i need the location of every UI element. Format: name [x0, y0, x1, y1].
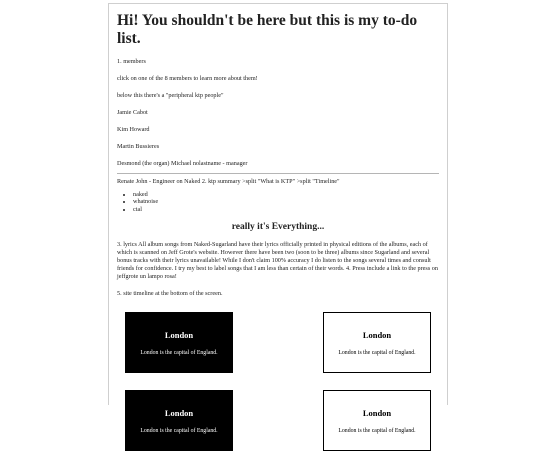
city-card[interactable]: [323, 312, 431, 373]
list-item: • naked: [133, 191, 439, 199]
members-instruction: click on one of the 8 members to learn more about them!: [117, 75, 258, 83]
card-title: London: [164, 329, 194, 340]
lyrics-paragraph: 3. lyrics All album songs from Naked-Sugarland have their lyrics officially printed in physical editions of the albums, each of which is scanned on Jeff Grote's website. However there have been two (soon to be three) albums since Sugarland and several bonus tracks with their lyrics unavailable! While I don't claim 100% accuracy I do listen to the songs several times and consult friends for confidence. I try my best to label songs that I am less than certain of their words. 4. Press include a link to the press on jeffgrote un lampo rosa!: [117, 240, 438, 280]
divider: [117, 173, 439, 174]
page-title: Hi! You shouldn't be here but this is my to-do list.: [117, 12, 418, 47]
city-card[interactable]: [125, 390, 233, 451]
summary-line: Renate John - Engineer on Naked 2. ktp summary >split "What is KTP" >split "Timeline": [117, 178, 340, 186]
card-grid: [125, 312, 439, 451]
card-text: London is the capital of England.: [338, 349, 416, 356]
card-text: London is the capital of England.: [140, 349, 218, 356]
card-text: London is the capital of England.: [338, 427, 416, 434]
album-list: [117, 191, 439, 214]
section-heading: really it's Everything...: [231, 221, 325, 232]
timeline-paragraph: 5. site timeline at the bottom of the screen.: [117, 290, 223, 298]
todo-page: [108, 3, 448, 434]
member-name: Martin Bussieres: [117, 143, 160, 151]
list-item: • whatnoise: [133, 198, 439, 206]
member-name: Jamie Cabot: [117, 109, 148, 117]
member-name: Desmond (the organ) Michael nolastname - manager: [117, 160, 248, 168]
card-title: London: [362, 329, 392, 340]
city-card[interactable]: [323, 390, 431, 451]
card-title: London: [362, 407, 392, 418]
list-item: • ctal: [133, 206, 439, 214]
city-card[interactable]: [125, 312, 233, 373]
members-heading: 1. members: [117, 58, 146, 65]
card-title: London: [164, 407, 194, 418]
member-name: Kim Howard: [117, 126, 150, 134]
peripheral-note: below this there's a "peripheral ktp people": [117, 92, 224, 100]
card-text: London is the capital of England.: [140, 427, 218, 434]
